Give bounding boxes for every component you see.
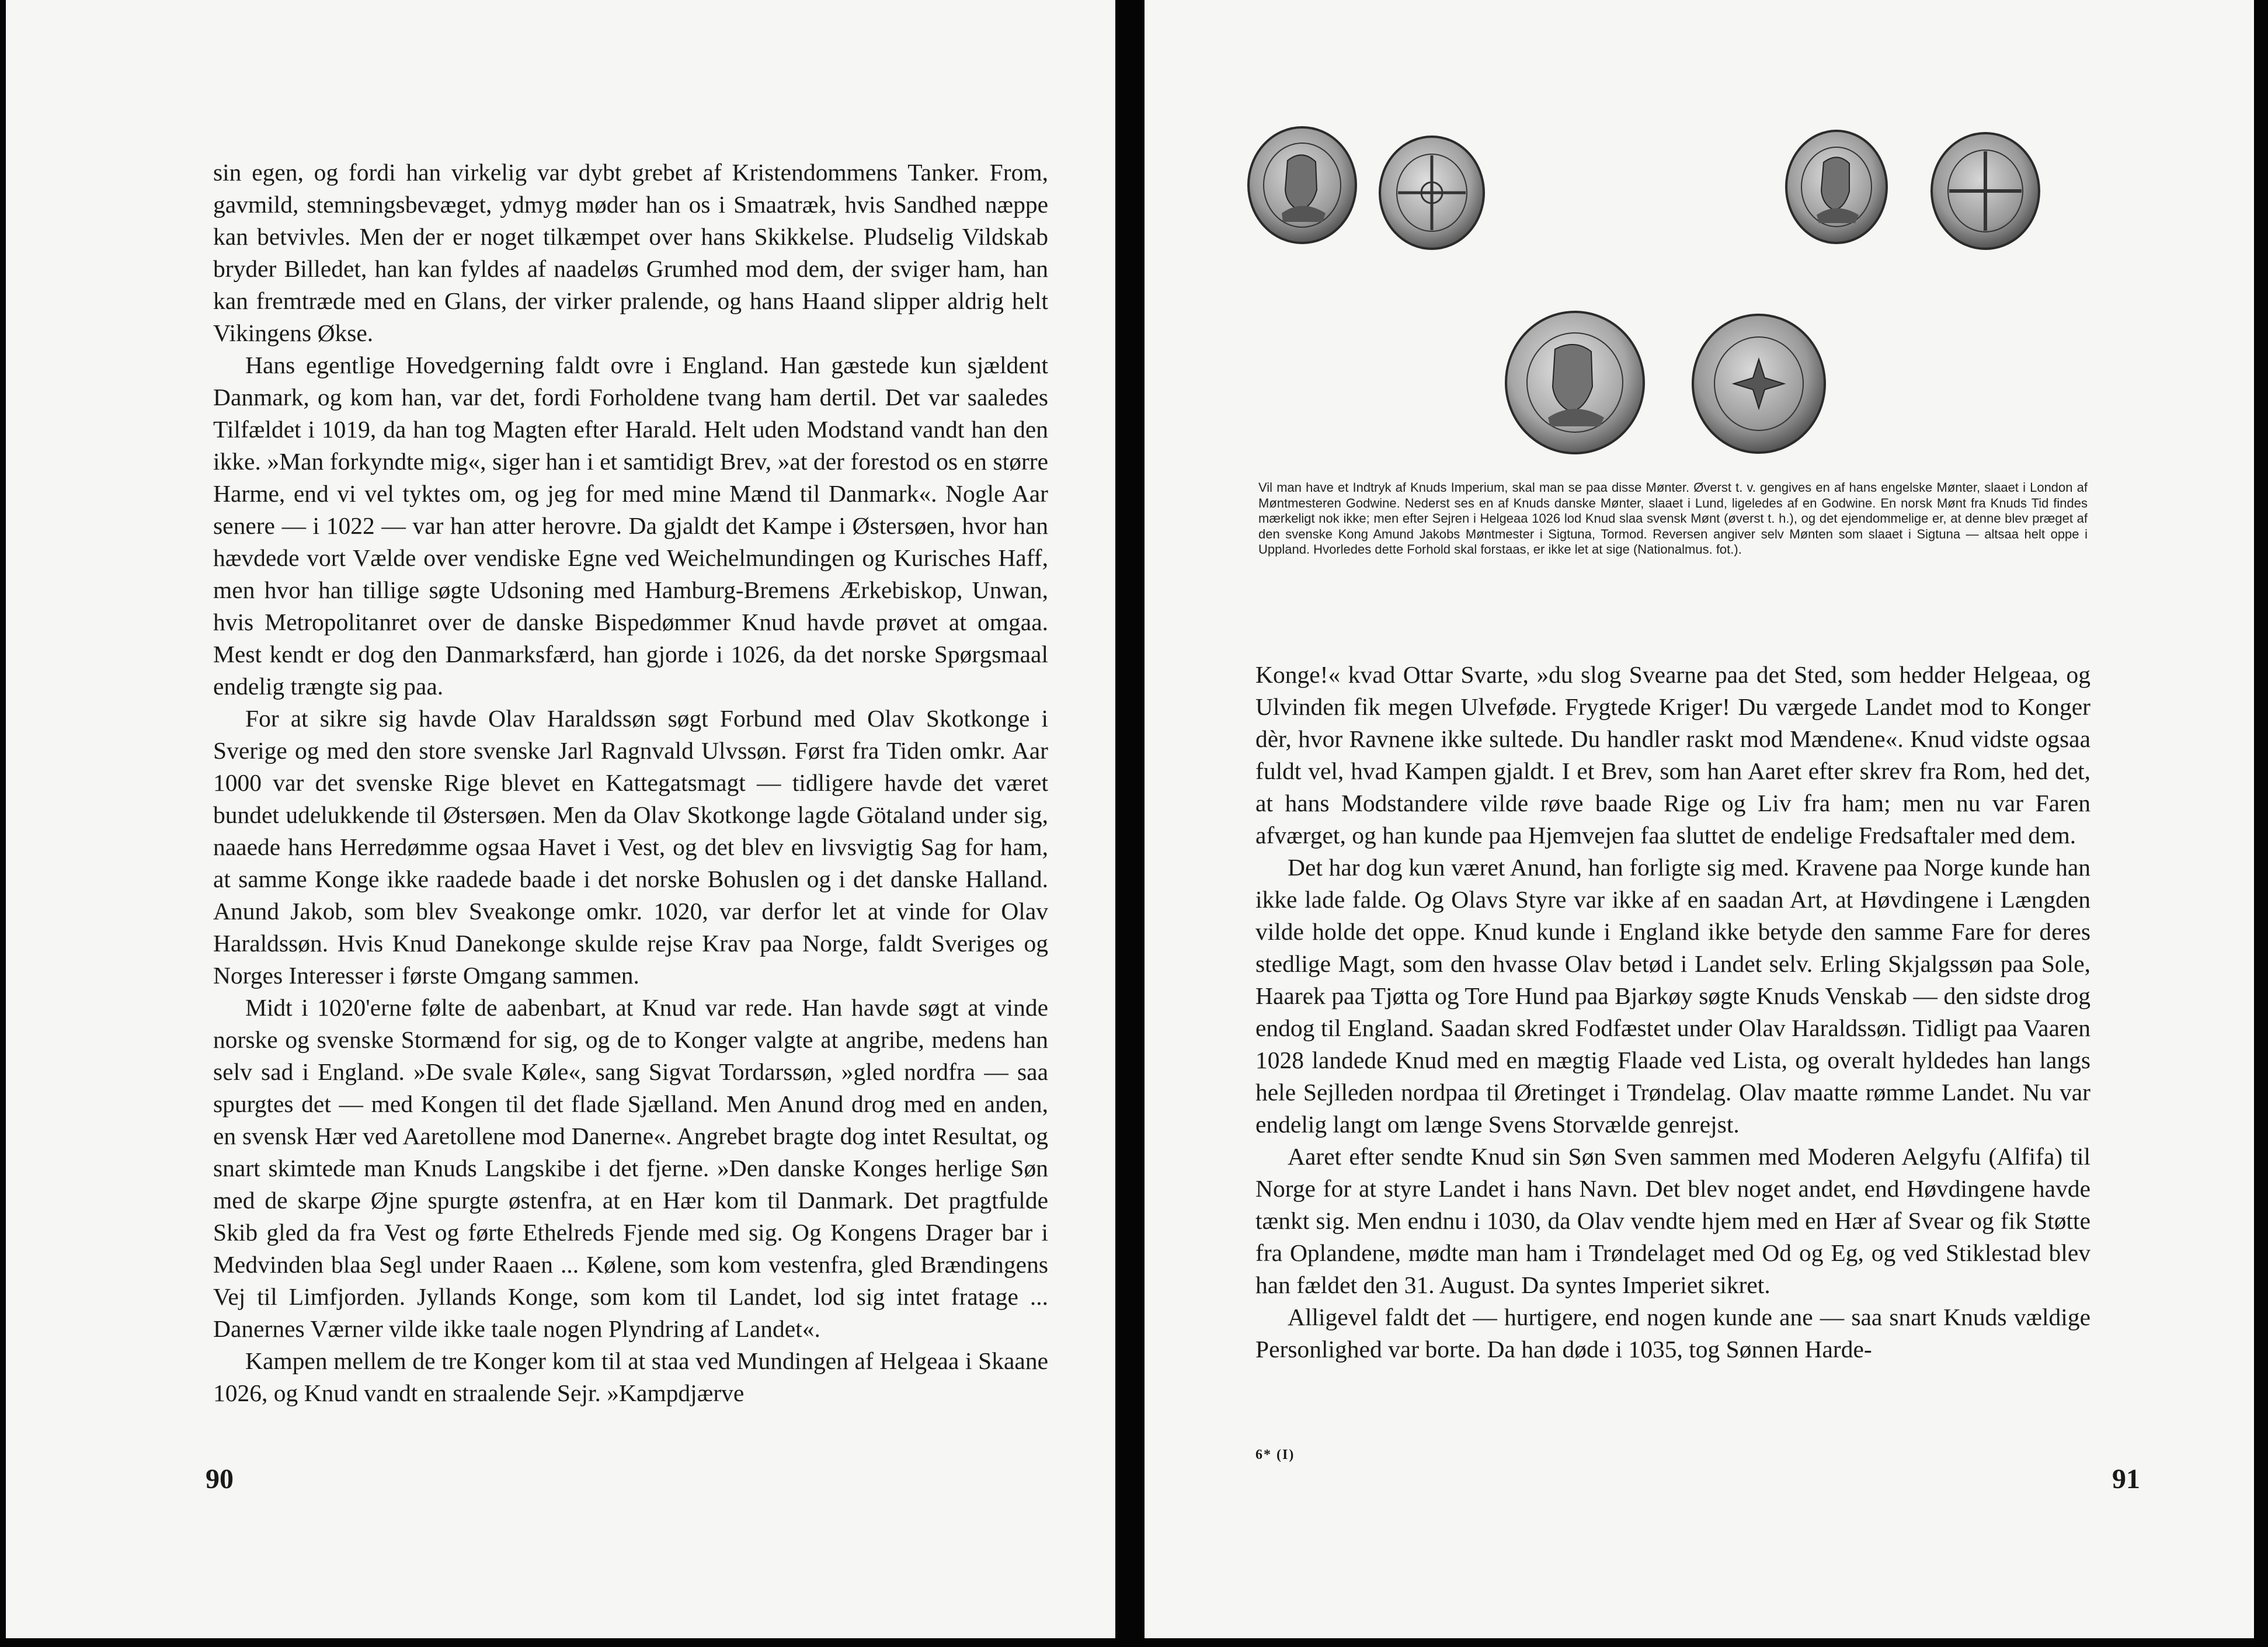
page-number-left: 90 [206,1464,234,1495]
paragraph: For at sikre sig havde Olav Haraldssøn søgt Forbund med Olav Skotkonge i Sverige og med den store svenske Jarl Ragnvald Ulvssøn. Først fra Tiden omkr. Aar 1000 var det svenske Rige blevet en Kattegatsmagt — tidligere havde det været bundet udelukkende til Østersøen. Men da Olav Skotkonge lagde Götaland under sig, naaede hans Herredømme ogsaa Havet i Vest, og det blev en livsvigtig Sag for ham, at samme Konge ikke raadede baade i det norske Bohuslen og i det danske Halland. Anund Jakob, som blev Sveakonge omkr. 1020, var derfor let at vinde for Olav Haraldssøn. Hvis Knud Danekonge skulde rejse Krav paa Norge, faldt Sveriges og Norges Interesser i første Omgang sammen. [213,705,1048,989]
page-number-right: 91 [2112,1464,2140,1495]
paragraph: sin egen, og fordi han virkelig var dybt grebet af Kristendommens Tanker. From, gavmild, stemningsbevæget, ydmyg møder han os i Smaatræk, hvis Sandhed næppe kan betvivles. Men der er noget tilkæmpet over hans Skikkelse. Pludselig Vildskab bryder Billedet, han kan fyldes af naadeløs Grumhed mod dem, der sviger ham, han kan fremtræde med en Glans, der virker pralende, og hans Haand slipper aldrig helt Vikingens Økse. [213,159,1048,346]
paragraph: Alligevel faldt det — hurtigere, end nogen kunde ane — saa snart Knuds vældige Personlighed var borte. Da han døde i 1035, tog Sønnen Harde- [1255,1304,2090,1363]
coin-english-reverse-image [1378,134,1486,251]
coin-danish-reverse-image [1690,312,1828,456]
right-page [1145,0,2254,1638]
coin-caption: Vil man have et Indtryk af Knuds Imperium, skal man se paa disse Mønter. Øverst t. v. gengives en af hans engelske Mønter, slaaet i London af Møntmesteren Godwine. Nederst ses en af Knuds danske Mønter, slaaet i Lund, ligeledes af en Godwine. En norsk Mønt fra Knuds Tid findes mærkeligt nok ikke; men efter Sejren i Helgeaa 1026 lod Knud slaa svensk Mønt (øverst t. h.), og det ejendommelige er, at denne blev præget af den svenske Kong Amund Jakobs Møntmester i Sigtuna, Tormod. Reversen angiver selv Mønten som slaaet i Sigtuna — altsaa helt oppe i Uppland. Hvorledes dette Forhold skal forstaas, er ikke let at sige (Nationalmus. fot.). [1258,480,2088,557]
paragraph: Det har dog kun været Anund, han forligte sig med. Kravene paa Norge kunde han ikke lade falde. Og Olavs Styre var ikke af en saadan Art, at Høvdingene i Længden vilde holde det oppe. Knud kunde i England ikke betyde den samme Fare for deres stedlige Magt, som den hvasse Olav betød i Landet selv. Erling Skjalgssøn paa Sole, Haarek paa Tjøtta og Tore Hund paa Bjarkøy søgte Knuds Venskab — den sidste drog endog til England. Saadan skred Fodfæstet under Olav Haraldssøn. Tidligt paa Vaaren 1028 landede Knud med en mægtig Flaade ved Lista, og overalt hyldedes han langs hele Sejlleden nordpaa til Øretinget i Trøndelag. Olav maatte rømme Landet. Nu var endelig langt om længe Svens Storvælde genrejst. [1255,854,2090,1138]
coin-danish-obverse-image [1504,310,1647,456]
left-text-column [213,157,1048,1409]
coin-english-obverse-image [1247,126,1358,245]
paragraph: Aaret efter sendte Knud sin Søn Sven sammen med Moderen Aelgyfu (Alfifa) til Norge for at styre Landet i hans Navn. Det blev noget andet, end Høvdingene havde tænkt sig. Men endnu i 1030, da Olav vendte hjem med en Hær af Svear og fik Støtte fra Oplandene, mødte man ham i Trøndelaget med Od og Eg, og ved Stiklestad blev han fældet den 31. August. Da syntes Imperiet sikret. [1255,1143,2090,1298]
coin-swedish-obverse-image [1784,128,1889,245]
signature-mark: 6* (I) [1255,1447,1295,1462]
coin-swedish-reverse-image [1930,131,2041,251]
paragraph: Kampen mellem de tre Konger kom til at staa ved Mundingen af Helgeaa i Skaane 1026, og Knud vandt en straalende Sejr. »Kampdjærve [213,1347,1048,1406]
paragraph: Konge!« kvad Ottar Svarte, »du slog Svearne paa det Sted, som hedder Helgeaa, og Ulvinden fik megen Ulveføde. Frygtede Kriger! Du værgede Landet mod to Konger dèr, hvor Ravnene ikke sultede. Du handler raskt mod Mændene«. Knud vidste ogsaa fuldt vel, hvad Kampen gjaldt. I et Brev, som han Aaret efter skrev fra Rom, hed det, at hans Modstandere vilde røve baade Rige og Liv fra ham; men nu var Faren afværget, og han kunde paa Hjemvejen faa sluttet de endelige Fredsaftaler med dem. [1255,661,2090,849]
paragraph: Midt i 1020'erne følte de aabenbart, at Knud var rede. Han havde søgt at vinde norske og svenske Stormænd for sig, og de to Konger valgte at angribe, medens han selv sad i England. »De svale Køle«, sang Sigvat Tordarssøn, »gled nordfra — saa spurgtes det — med Kongen til det flade Sjælland. Men Anund drog med en anden, en svensk Hær ved Aaretollene mod Danerne«. Angrebet bragte dog intet Resultat, og snart skimtede man Knuds Langskibe i det fjerne. »Den danske Konges herlige Søn med de skarpe Øjne spurgte østenfra, at en Hær kom til Danmark. Det pragtfulde Skib gled da fra Vest og førte Ethelreds Fjende med sig. Og Kongens Drager bar i Medvinden blaa Segl under Raaen ... Kølene, som kom vestenfra, gled Brændingens Vej til Limfjorden. Jyllands Konge, som kom til Landet, lod sig intet fratage ... Danernes Værner vilde ikke taale nogen Plyndring af Landet«. [213,994,1048,1342]
paragraph: Hans egentlige Hovedgerning faldt ovre i England. Han gæstede kun sjældent Danmark, og kom han, var det, fordi Forholdene tvang ham dertil. Det var saaledes Tilfældet i 1019, da han tog Magten efter Harald. Helt uden Modstand vandt han den ikke. »Man forkyndte mig«, siger han i et samtidigt Brev, »at der forestod os en større Harme, end vi vel tyktes om, og jeg for med mine Mænd til Danmark«. Nogle Aar senere — i 1022 — var han atter herovre. Da gjaldt det Kampe i Østersøen, hvor han hævdede vort Vælde over vendiske Egne ved Weichelmundingen og Kurisches Haff, men hvor han tillige søgte Udsoning med Hamburg-Bremens Ærkebiskop, Unwan, hvis Metropolitanret over de danske Bispedømmer Knud havde prøvet at omgaa. Mest kendt er dog den Danmarksfærd, han gjorde i 1026, da det norske Spørgsmaal endelig trængte sig paa. [213,352,1048,700]
left-page [6,0,1115,1638]
right-text-column [1255,659,2090,1365]
